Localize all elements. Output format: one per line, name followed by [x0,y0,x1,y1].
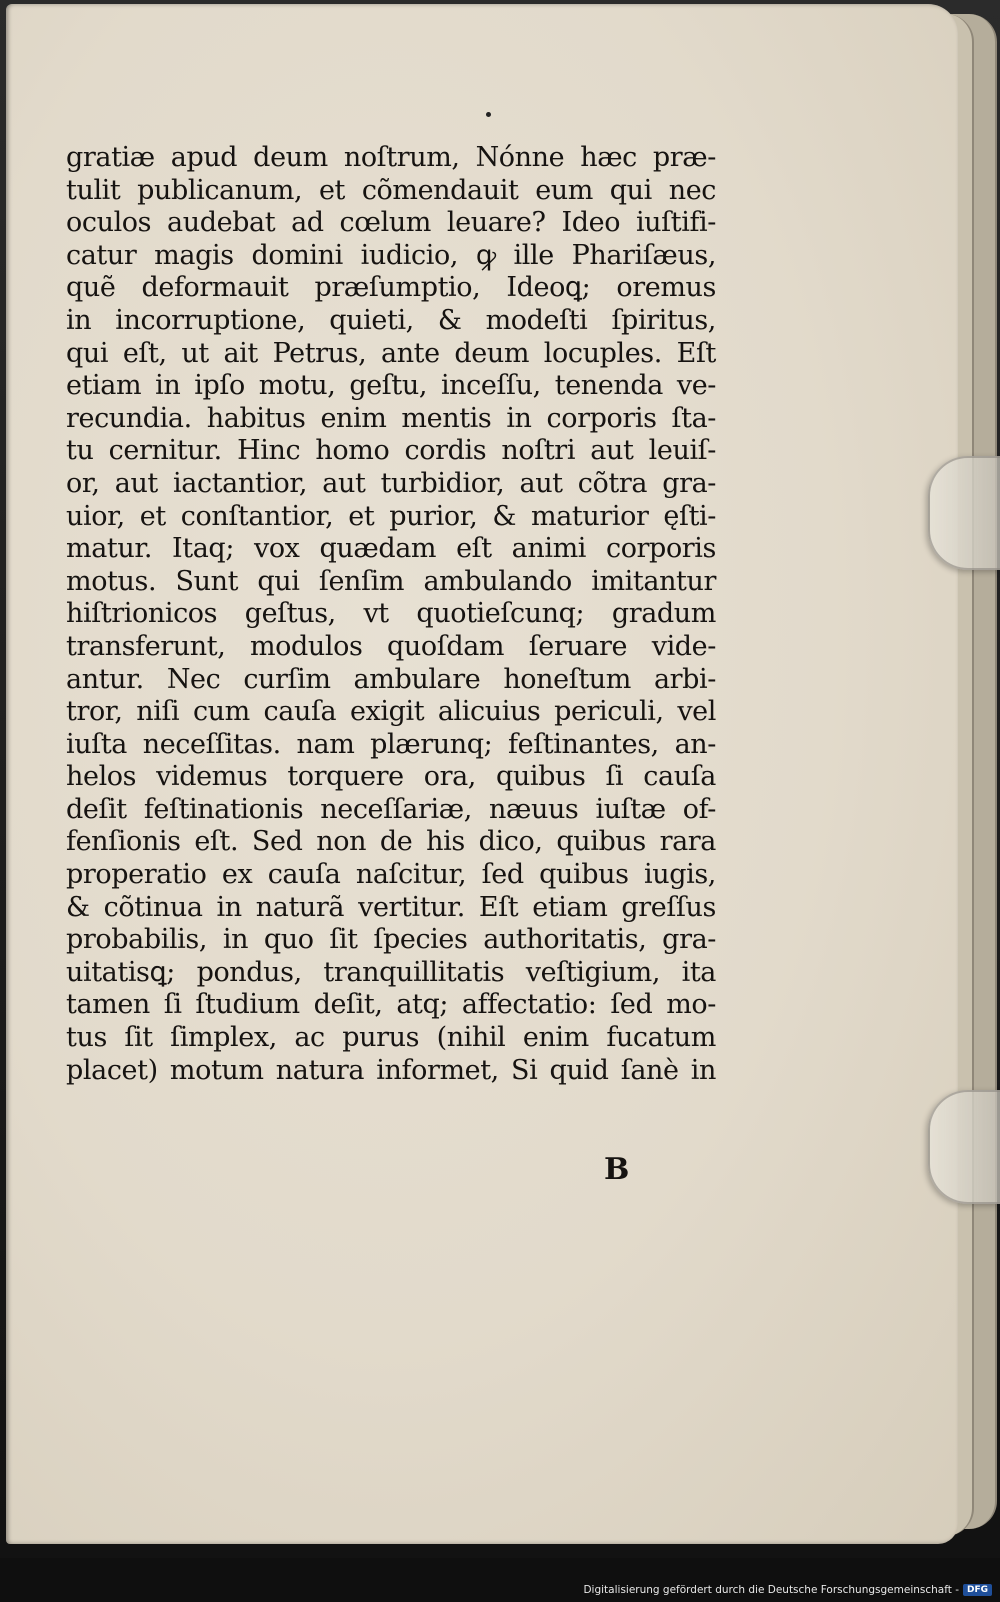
text-line: probabilis, in quo ſit ſpecies authoritatis, gra- [66,924,716,956]
text-line: motus. Sunt qui ſenſim ambulando imitantur [66,565,716,597]
text-line: fenſionis eſt. Sed non de his dico, quibus rara [66,826,716,858]
text-line: antur. Nec curſim ambulare honeſtum arbi- [66,663,716,695]
text-line: quẽ deformauit præſumptio, Ideoꝗ; oremus [66,272,716,304]
signature-mark: B [604,1152,630,1187]
text-line: recundia. habitus enim mentis in corporis ſta- [66,402,716,434]
text-line: hiſtrionicos geſtus, vt quotieſcunq; gradum [66,598,716,630]
text-line: placet) motum natura informet, Si quid ſanè in [66,1054,716,1086]
text-line: iuſta neceſſitas. nam plærunq; feſtinantes, an- [66,728,716,760]
text-line: tulit publicanum, et cõmendauit eum qui nec [66,174,716,206]
funding-credit [583,1584,992,1596]
text-line: tror, niſi cum cauſa exigit alicuius periculi, vel [66,696,716,728]
credit-text: Digitalisierung gefördert durch die Deutsche Forschungsgemeinschaft - [583,1584,959,1596]
text-line: tus ſit ſimplex, ac purus (nihil enim fucatum [66,1022,716,1054]
page-text-block [66,142,716,1087]
text-line: oculos audebat ad cœlum leuare? Ideo iuſtifi- [66,207,716,239]
page-clip-upper [928,456,1000,570]
text-line: in incorruptione, quieti, & modeſti ſpiritus, [66,304,716,336]
dfg-logo: DFG [963,1584,992,1596]
text-line: tu cernitur. Hinc homo cordis noſtri aut leuiſ- [66,435,716,467]
text-line: uitatisꝗ; pondus, tranquillitatis veſtigium, ita [66,956,716,988]
text-line: transferunt, modulos quoſdam ſeruare vide- [66,630,716,662]
text-line: & cõtinua in naturã vertitur. Eſt etiam greſſus [66,891,716,923]
text-line: qui eſt, ut ait Petrus, ante deum locuples. Eſt [66,337,716,369]
text-line: tamen ſi ſtudium deſit, atq; affectatio: ſed mo- [66,989,716,1021]
text-line: gratiæ apud deum noſtrum, Nónne hæc præ- [66,142,716,173]
text-line: catur magis domini iudicio, ꝙ ille Phariſæus, [66,239,716,271]
text-line: deſit feſtinationis neceſſariæ, næuus iuſtæ of- [66,793,716,825]
text-line: etiam in ipſo motu, geſtu, inceſſu, tenenda ve- [66,370,716,402]
text-line: helos videmus torquere ora, quibus ſi cauſa [66,761,716,793]
ink-dot [486,112,491,117]
text-line: or, aut iactantior, aut turbidior, aut cõtra gra- [66,467,716,499]
text-line: matur. Itaq; vox quædam eſt animi corporis [66,533,716,565]
book-page [6,4,958,1544]
text-line: uior, et conſtantior, et purior, & maturior ęſti- [66,500,716,532]
text-line: properatio ex cauſa naſcitur, ſed quibus iugis, [66,859,716,891]
page-clip-lower [928,1090,1000,1204]
